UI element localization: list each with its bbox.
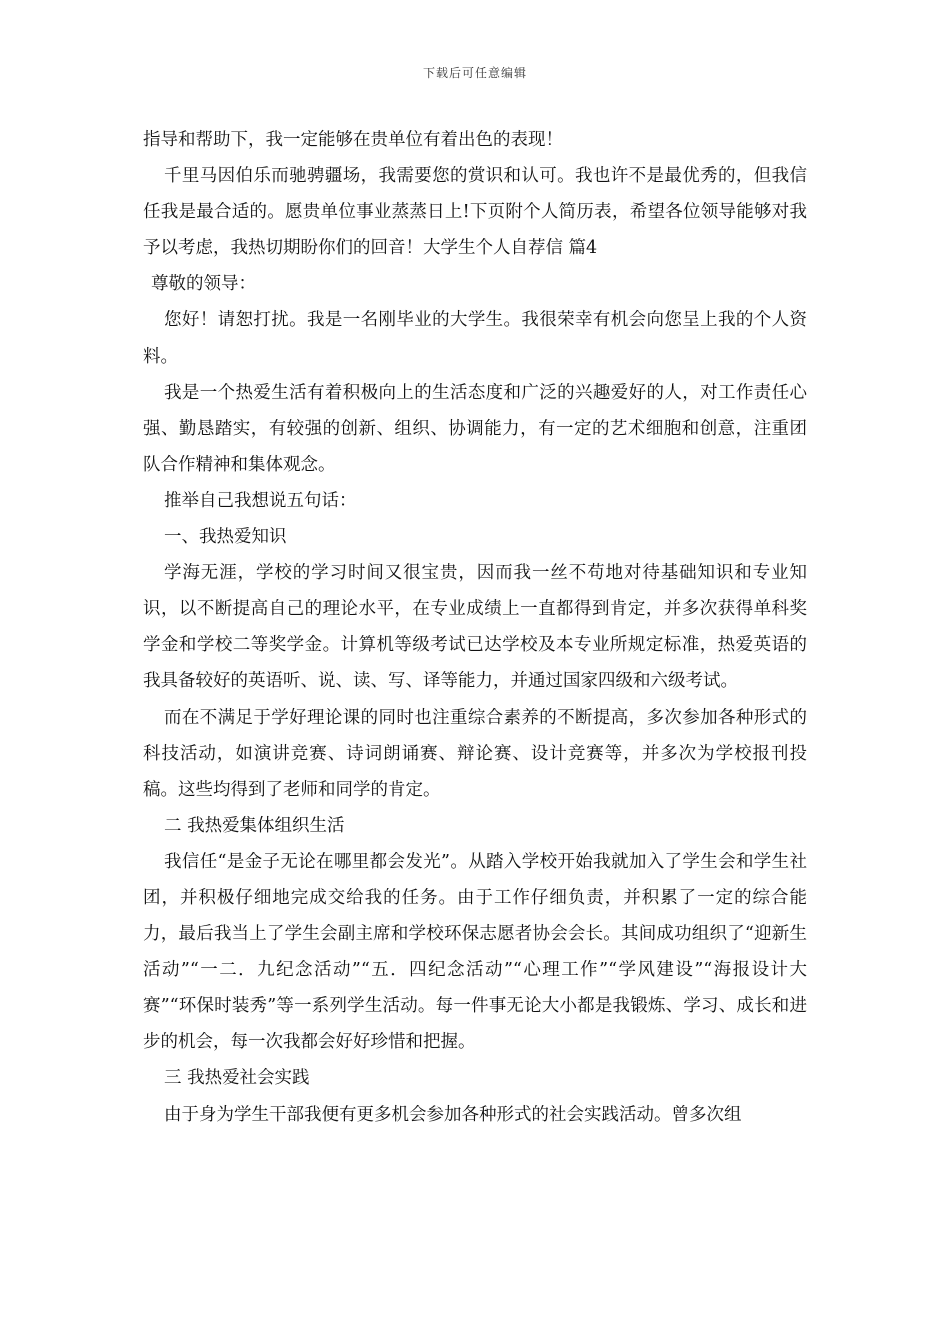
- paragraph-practice: 由于身为学生干部我便有更多机会参加各种形式的社会实践活动。曾多次组: [164, 1104, 742, 1125]
- paragraph-collective: 我信任“是金子无论在哪里都会发光”。从踏入学校开始我就加入了学生会和学生社团，并积极仔细地完成交给我的任务。由于工作仔细负责，并积累了一定的综合能力，最后我当上了学生会副主席和学校环保志愿者协会会长。其间成功组织了“迎新生活动”“一二．九纪念活动”“五．四纪念活动”“心理工作”“学风建设”“海报设计大赛”“环保时装秀”等一系列学生活动。每一件事无论大小都是我锻炼、学习、成长和进步的机会，每一次我都会好好珍惜和把握。: [143, 851, 807, 1053]
- paragraph-gratitude: 千里马因伯乐而驰骋疆场，我需要您的赏识和认可。我也许不是最优秀的，但我信任我是最合适的。愿贵单位事业蒸蒸日上!下页附个人简历表，希望各位领导能够对我予以考虑，我热切期盼你们的回音！大学生个人自荐信 篇4: [143, 166, 807, 259]
- section-heading-collective: 二 我热爱集体组织生活: [164, 815, 345, 836]
- paragraph-activities: 而在不满足于学好理论课的同时也注重综合素养的不断提高，多次参加各种形式的科技活动，如演讲竞赛、诗词朗诵赛、辩论赛、设计竞赛等，并多次为学校报刊投稿。这些均得到了老师和同学的肯定。: [143, 707, 807, 800]
- section-heading-knowledge: 一、我热爱知识: [164, 527, 287, 548]
- section-heading-practice: 三 我热爱社会实践: [164, 1068, 310, 1089]
- document-body: [143, 122, 807, 1133]
- paragraph-knowledge: 学海无涯，学校的学习时间又很宝贵，因而我一丝不苟地对待基础知识和专业知识，以不断提高自己的理论水平，在专业成绩上一直都得到肯定，并多次获得单科奖学金和学校二等奖学金。计算机等级考试已达学校及本专业所规定标准，热爱英语的我具备较好的英语听、说、读、写、译等能力，并通过国家四级和六级考试。: [143, 563, 807, 692]
- paragraph-five-points-intro: 推举自己我想说五句话：: [164, 490, 357, 511]
- paragraph-self-intro: 我是一个热爱生活有着积极向上的生活态度和广泛的兴趣爱好的人，对工作责任心强、勤恳踏实，有较强的创新、组织、协调能力，有一定的艺术细胞和创意，注重团队合作精神和集体观念。: [143, 382, 807, 475]
- salutation: 尊敬的领导：: [151, 274, 256, 295]
- page-header: 下载后可任意编辑: [422, 66, 527, 80]
- paragraph-greeting: 您好！请恕打扰。我是一名刚毕业的大学生。我很荣幸有机会向您呈上我的个人资料。: [143, 310, 807, 367]
- paragraph-closing-line: 指导和帮助下，我一定能够在贵单位有着出色的表现！: [143, 130, 563, 150]
